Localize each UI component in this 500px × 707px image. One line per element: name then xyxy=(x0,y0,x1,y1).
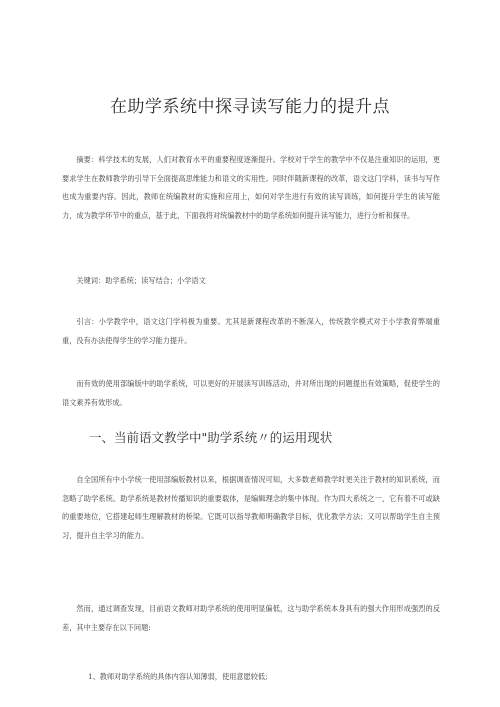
list-item: 1、教师对助学系统的具体内容认知薄弱，使用意愿较低; xyxy=(88,672,268,681)
section-heading: 一、当前语文教学中"助学系统〃的运用现状 xyxy=(89,430,333,445)
body-paragraph: 自全国所有中小学统一使用部编版教材以来，根据调查情况可知，大多数老师教学时更关注于教材的知识系统，而忽略了助学系统。助学系统是教材传播知识的重要载体，是编辑理念的集中体现。作为四大系统之一，它有着不可或缺的重要地位，它搭建起师生理解教材的桥梁。它既可以指导教师明确教学目标，优化教学方法；又可以帮助学生自主预习，提升自主学习的能力。 xyxy=(62,475,440,540)
keywords-paragraph: 关键词：助学系统；读写结合；小学语文 xyxy=(76,276,206,285)
body-paragraph: 然而，通过调查发现，目前语文教师对助学系统的使用明显偏低，这与助学系统本身具有的强大作用形成强烈的反差，其中主要存在以下问题: xyxy=(62,604,440,632)
body-paragraph: 而有效的使用部编版中的助学系统，可以更好的开展读写训练活动，并对所出现的问题提出有效策略，促使学生的语文素养有效形成。 xyxy=(62,379,440,407)
abstract-paragraph: 摘要：科学技术的发展，人们对教育水平的重要程度逐渐提升。学校对于学生的教学中不仅是注重知识的运用，更要求学生在教师教学的引导下全面提高思维能力和语文的实用性。同时伴随新课程的改革，语文这门学科，读书与写作也成为重要内容。因此，教师在统编教材的实施和应用上，如何对学生进行有效的读写训练，如何提升学生的读写能力，成为教学环节中的重点，基于此，下面我将对统编教材中的助学系统如何提升读写能力，进行分析和探寻。 xyxy=(62,155,440,220)
page-title: 在助学系统中探寻读写能力的提升点 xyxy=(110,97,390,117)
intro-paragraph: 引言：小学教学中，语文这门学科极为重要。尤其是新课程改革的不断深入，传统教学模式对于小学教育弊端重重，没有办法使得学生的学习能力提升。 xyxy=(62,317,440,345)
